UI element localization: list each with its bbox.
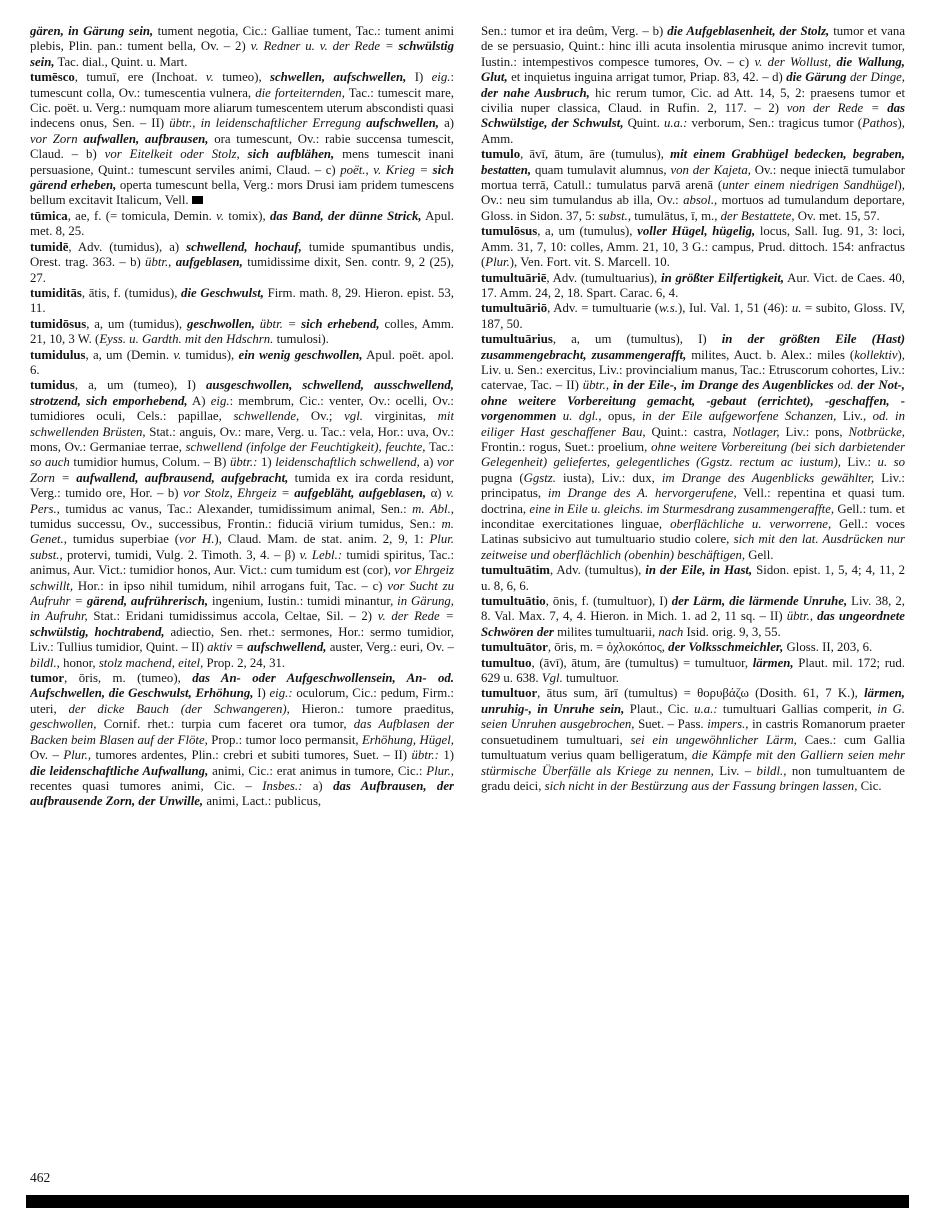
entry-text: mortuos ad tumulandum deportare, Gloss. in Sidon. 37, 5: xyxy=(481,193,905,223)
entry-text: leidenschaftlich schwellend, xyxy=(275,455,424,470)
entry-headword: tumultuātim xyxy=(481,563,550,578)
entry-text: , Adv. (tumultuarius), xyxy=(546,270,662,285)
entry-text: Gell. xyxy=(745,547,774,562)
entry-text: tomix), xyxy=(224,208,271,223)
entry-text: virginitas, xyxy=(362,409,438,424)
entry-headword: tumidus xyxy=(30,378,75,393)
entry-text: aufschwellend, xyxy=(247,640,327,655)
entry-text: in der Eile aufgeworfene Schanzen, xyxy=(641,409,837,424)
entry-text: v. der Wollust, xyxy=(754,54,837,69)
entry-text: I) xyxy=(253,686,270,701)
entry-text: Liv.: principatus, xyxy=(481,470,905,501)
entry-text: lärmen, xyxy=(752,655,794,670)
entry-text: vor Ehrgeiz schwillt, xyxy=(30,563,454,593)
entry-text: im Drange des Augenblicks gewählter, xyxy=(661,470,875,485)
entry-headword: tumultuārius xyxy=(481,332,553,347)
entry-text: Vell.: repentina et quasi tum. doctrina, xyxy=(481,486,905,516)
entry-text: sich aufblähen, xyxy=(247,147,335,162)
entry-text: Firm. math. 8, 29. Hieron. epist. 53, 11. xyxy=(30,285,454,316)
entry-text: v. der Rede = xyxy=(377,609,454,624)
entry-text: Plur., xyxy=(426,763,454,778)
entry-headword: tumēsco xyxy=(30,70,75,85)
entry-text: das An- oder Aufgeschwollensein, An- od. Aufschwellen, die Geschwulst, Erhöhung, xyxy=(30,671,454,701)
entry-text: in castris Romanorum praeter consuetudinem tumultuari, xyxy=(481,717,905,747)
entry-text: w.s. xyxy=(658,301,678,316)
entry-text: übtr.: xyxy=(229,455,261,470)
dictionary-entry xyxy=(30,70,454,209)
entry-text: : membrum, Cic.: venter, Ov.: ocelli, Ov.: tumidiores oculi, Cels.: papillae, xyxy=(30,393,454,424)
entry-text: m. Genet., xyxy=(30,517,454,547)
entry-text: von der Kajeta, xyxy=(670,162,751,177)
entry-text: Ov.: neque iniectā tumulabor mortua terrā, Catull.: tumulatus parvā arenā ( xyxy=(481,162,905,193)
entry-text: Apul. poët. apol. 6. xyxy=(30,347,454,377)
entry-text: mit schwellenden Brüsten, xyxy=(30,409,454,439)
entry-headword: tumulōsus xyxy=(481,224,538,239)
entry-text: a) xyxy=(423,455,437,470)
dictionary-entry xyxy=(30,24,454,70)
entry-text: absol., xyxy=(683,193,718,208)
dictionary-entry xyxy=(481,224,905,270)
dictionary-entry xyxy=(30,378,454,671)
entry-text: sich erhebend, xyxy=(301,316,380,331)
entry-text: die Gärung xyxy=(786,70,847,85)
entry-text: aktiv = xyxy=(207,640,248,655)
entry-text: Plaut., Cic. xyxy=(624,701,695,716)
entry-text: Apul. met. 8, 25. xyxy=(30,208,454,239)
entry-text: Liv.: xyxy=(840,455,878,470)
entry-text: Plur., xyxy=(63,748,92,763)
entry-headword: tumultuātio xyxy=(481,594,546,609)
entry-text: impers., xyxy=(707,717,749,732)
entry-text: Liv. 38, 2, 8. Val. Max. 7, 4, 4. Hieron. in Mich. 1. ad 2, 11 sq. – II) xyxy=(481,594,905,624)
entry-text: lärmen, unruhig-, in Unruhe sein, xyxy=(481,686,905,716)
entry-text: tumulātus, ī, m., xyxy=(631,208,721,223)
dictionary-entry xyxy=(481,24,905,147)
entry-text: Gell.: voces Latinas subsicivo aut tumultuario studio colere, xyxy=(481,517,905,547)
entry-text: Hieron.: tumore praeditus, xyxy=(289,701,454,716)
entry-headword: tumultuāriē xyxy=(481,270,547,285)
entry-text: übtr., xyxy=(582,378,613,393)
entry-text: verborum, Sen.: tragicus tumor ( xyxy=(687,116,862,131)
entry-headword: tumultuāriō xyxy=(481,301,548,316)
entry-text: ora tumescunt, Ov.: rabie succensa tumescit, Claud. – b) xyxy=(30,131,454,162)
entry-text: Frontin.: rogus, Suet.: proelium, xyxy=(481,439,652,454)
entry-headword: tumiditās xyxy=(30,285,82,300)
entry-text: Aur. Vict. de Caes. 40, 17. Amm. 24, 2, 18. Spart. Carac. 6, 4. xyxy=(481,270,905,300)
entry-text: sich nicht in der Bestürzung aus der Fassung bringen lassen, xyxy=(544,778,858,793)
entry-text: schwülstig sein, xyxy=(30,39,454,69)
entry-headword: tumultuor xyxy=(481,686,538,701)
black-square-marker xyxy=(192,196,203,204)
entry-text: im Drange des A. hervorgerufene, xyxy=(547,486,737,501)
entry-text: vor Eitelkeit oder Stolz, xyxy=(104,147,248,162)
entry-text: opus, xyxy=(601,409,642,424)
entry-text: iusta), Liv.: dux, xyxy=(562,470,662,485)
left-column xyxy=(30,24,454,1158)
entry-text: A) xyxy=(187,393,211,408)
entry-text: der Lärm, die lärmende Unruhe, xyxy=(671,594,848,609)
entry-text: oculorum, Cic.: pedum, Firm.: uteri, xyxy=(30,686,454,716)
entry-text: in der Eile-, im Drange des Augenblickes xyxy=(612,378,834,393)
entry-text: übtr. = xyxy=(259,316,302,331)
entry-text: ingenium, Iustin.: tumidi minantur, xyxy=(208,594,398,609)
entry-text: übtr.: xyxy=(411,748,439,763)
entry-text: eig. xyxy=(210,393,230,408)
entry-headword: tumidōsus xyxy=(30,316,87,331)
entry-text: Isid. orig. 9, 3, 55. xyxy=(683,624,781,639)
entry-text: et inquietus inguina arrigat tumor, Priap. 83, 42. – d) xyxy=(507,70,787,85)
entry-text: Tac. dial., Quint. u. Mart. xyxy=(54,54,188,69)
entry-text: tumidus superbiae ( xyxy=(66,532,180,547)
entry-text: vor H. xyxy=(179,532,215,547)
entry-text: v. xyxy=(173,347,182,362)
entry-text: v. xyxy=(216,208,225,223)
entry-text: 1) xyxy=(260,455,276,470)
entry-text: Pathos xyxy=(861,116,898,131)
entry-text: nach xyxy=(658,624,684,639)
entry-text: honor, xyxy=(59,655,99,670)
entry-text: subst., xyxy=(598,208,632,223)
entry-text: tumor et vana de se persuasio, Quint.: hinc illi acuta insolentia mirusque animo increvit tumor, Iustin.: intempestivos compesce tumores, Ov. – c) xyxy=(481,24,905,69)
entry-text: der Volksschmeichler, xyxy=(668,640,784,655)
entry-text: Plur. subst., xyxy=(30,532,454,562)
entry-text: tumultuor. xyxy=(562,671,619,686)
entry-text: colles, Amm. 21, 10, 3 W. ( xyxy=(30,316,454,347)
entry-headword: tumultuātor xyxy=(481,640,548,655)
entry-text: u. so xyxy=(877,455,905,470)
entry-text: das Aufblasen der Backen beim Blasen auf der Flöte, xyxy=(30,717,454,747)
entry-text: Liv. – xyxy=(713,763,757,778)
entry-text: od. xyxy=(833,378,858,393)
entry-text: , (āvī), ātum, āre (tumultus) = tumultuor, xyxy=(531,655,753,670)
entry-text: , ae, f. (= tomicula, Demin. xyxy=(67,208,217,223)
entry-headword: tumulo xyxy=(481,147,521,162)
entry-text: Tac.: xyxy=(425,439,454,454)
entry-text: Liv.: pons, xyxy=(779,424,849,439)
entry-text: ), Ven. Fort. vit. S. Marcell. 10. xyxy=(509,255,670,270)
entry-text: , Adv. (tumultus), xyxy=(549,563,646,578)
dictionary-entry xyxy=(30,240,454,286)
entry-headword: tumor xyxy=(30,671,65,686)
dictionary-entry xyxy=(481,147,905,224)
entry-text: Quint.: castra, xyxy=(645,424,733,439)
entry-text: aufwallend, aufbrausend, aufgebracht, xyxy=(76,470,289,485)
entry-text: ), Amm. xyxy=(481,116,905,146)
entry-text: protervi, tumidi, Vulg. 2. Timoth. 3, 4. – β) xyxy=(62,547,300,562)
entry-text: milites, Auct. b. Alex.: miles ( xyxy=(686,347,855,362)
entry-text: geschwollen, xyxy=(30,717,97,732)
entry-text: ), Iul. Val. 1, 51 (46): xyxy=(677,301,792,316)
entry-text: locus, Sall. Iug. 91, 3: loci, Amm. 31, 7, 10: colles, Amm. 21, 10, 3 G.: campus, Prud. dittoch. 154: anfractus ( xyxy=(481,224,905,270)
entry-text: geschwollen, xyxy=(186,316,255,331)
entry-text: ohne weitere Vorbereitung (bei sich darbietender Gelegenheit) geliefertes, gelegentliches (Ggstz. rectum ac iustum), xyxy=(481,439,905,470)
entry-text: tumidissime dixit, Sen. contr. 9, 2 (25), 27. xyxy=(30,255,454,285)
entry-text: Ggstz. xyxy=(523,470,563,485)
entry-text: tumidus), xyxy=(181,347,239,362)
entry-text: , a, um (Demin. xyxy=(85,347,174,362)
entry-text: Notbrücke, xyxy=(848,424,905,439)
entry-text: Insbes.: xyxy=(262,778,303,793)
entry-text: gärend, aufrührerisch, xyxy=(86,594,209,609)
entry-text: recentes quasi tumores animi, Cic. – xyxy=(30,778,263,793)
entry-text: die Aufgeblasenheit, der Stolz, xyxy=(667,24,830,38)
dictionary-entry xyxy=(481,594,905,640)
entry-text: I) xyxy=(406,70,432,85)
entry-text: , tumuī, ere (Inchoat. xyxy=(74,70,206,85)
entry-text: Plur. xyxy=(485,255,510,270)
entry-text: tumidi spiritus, Tac.: animus, Aur. Vict.: tumidior honos, Aur. Vict.: cum tumidum est (cor), xyxy=(30,547,454,578)
entry-text: Sidon. epist. 1, 5, 4; 4, 11, 2 u. 8, 6, 6. xyxy=(481,563,905,593)
entry-text: , ātis, f. (tumidus), xyxy=(81,285,182,300)
dictionary-entry xyxy=(481,640,905,655)
entry-text: ), Claud. Mam. de stat. anim. 2, 9, 1: xyxy=(214,532,430,547)
entry-text: Ov. met. 15, 57. xyxy=(794,208,880,223)
entry-text: Erhöhung, Hügel, xyxy=(361,732,454,747)
entry-text: aufgeblasen, xyxy=(175,255,243,270)
dictionary-entry xyxy=(481,656,905,687)
entry-text: in Gärung, in Aufruhr, xyxy=(30,594,454,624)
entry-headword: tumidē xyxy=(30,239,69,254)
dictionary-entry xyxy=(481,563,905,594)
entry-text: der nahe Ausbruch, xyxy=(481,85,590,100)
entry-text: Stat.: anguis, Ov.: mare, Verg. u. Tac.: vela, Hor.: uva, Ov.: mons, Ov.: Germaniae terrae, xyxy=(30,424,454,454)
entry-text: v. Redner u. v. der Rede = xyxy=(250,39,399,54)
entry-text: tumidior humus, Colum. – B) xyxy=(73,455,230,470)
entry-text: Ov. – xyxy=(30,748,64,763)
entry-text: a) xyxy=(302,778,334,793)
entry-text: quam tumulavit alumnus, xyxy=(531,162,671,177)
entry-text: vor Zorn = xyxy=(30,455,454,485)
entry-text: vgl. xyxy=(344,409,363,424)
entry-text: sei ein ungewöhnlicher Lärm, xyxy=(630,732,797,747)
entry-text: übtr., in leidenschaftlicher Erregung xyxy=(169,116,367,131)
entry-text: mit einem Grabhügel bedecken, begraben, bestatten, xyxy=(481,147,905,177)
entry-text: milites tumultuarii, xyxy=(553,624,659,639)
entry-text: Suet. – Pass. xyxy=(634,717,708,732)
entry-text: Stat.: Eridani tumidissimus accola, Celtae, Sil. – 2) xyxy=(87,609,378,624)
entry-text: Vgl. xyxy=(541,671,563,686)
entry-text: vor Sucht zu Aufruhr = xyxy=(30,578,454,609)
entry-text: , ōnis, f. (tumultuor), I) xyxy=(545,594,672,609)
entry-text: Notlager, xyxy=(732,424,780,439)
entry-text: Gloss. II, 203, 6. xyxy=(783,640,873,655)
entry-text: in der Eile, in Hast, xyxy=(645,563,753,578)
entry-text: das ungeordnete Schwören der xyxy=(481,609,905,639)
entry-text: schwellende, xyxy=(233,409,300,424)
dictionary-entry xyxy=(481,301,905,332)
entry-text: übtr., xyxy=(786,609,818,624)
footer-black-bar xyxy=(26,1195,909,1208)
entry-text: so auch xyxy=(30,455,74,470)
entry-text: der Bestattete, xyxy=(720,208,795,223)
entry-text: Hor.: in ipso nihil tumidum, nihil arrogans fuit, Tac. – c) xyxy=(73,578,388,593)
entry-text: ), Liv. u. Sen.: exercitus, Liv.: provincialium manus, Tac.: Etruscorum cohortes, Liv.: catervae, Tac. – II) xyxy=(481,347,905,393)
entry-text: 1) xyxy=(438,748,454,763)
entry-text: ausgeschwollen, schwellend, ausschwellend, strotzend, sich emporhebend, xyxy=(30,378,454,408)
entry-text: mens tumescit inani persuasione, Quint.: tumescunt serviles animi, Claud. – c) xyxy=(30,147,454,177)
entry-text: aufgebläht, aufgeblasen, xyxy=(294,486,427,501)
entry-text: Cic. xyxy=(857,778,882,793)
entry-text: tumidus ac vanus, Tac.: Alexander, tumidissimum animal, Sen.: xyxy=(59,501,413,516)
right-column xyxy=(481,24,905,1158)
entry-text: bildl., xyxy=(756,763,787,778)
entry-text: Prop. 2, 24, 31. xyxy=(203,655,286,670)
dictionary-entry xyxy=(481,332,905,563)
entry-text: , Adv. (tumidus), a) xyxy=(68,239,187,254)
entry-text: aufwallen, aufbrausen, xyxy=(83,131,209,146)
entry-text: non tumultuantem de gradu deici, xyxy=(481,763,905,793)
entry-text: die Kämpfe mit den Galliern seien mehr stürmische Überfälle als Kriege zu nennen, xyxy=(481,748,905,778)
entry-text: schwellend, hochauf, xyxy=(186,239,302,254)
entry-text: tumulosi). xyxy=(276,332,329,347)
entry-text: poët., v. Krieg = xyxy=(340,162,433,177)
entry-text: , ōris, m. (tumeo), xyxy=(64,671,193,686)
entry-text: u.a.: xyxy=(694,701,718,716)
dictionary-entry xyxy=(30,671,454,810)
entry-text: vor Stolz, Ehrgeiz = xyxy=(183,486,295,501)
entry-text: pugna ( xyxy=(481,470,524,485)
dictionary-entry xyxy=(30,286,454,317)
entry-text: Ov.; xyxy=(299,409,345,424)
entry-text: , a, um (tumultus), I) xyxy=(552,332,722,347)
entry-text: eig. xyxy=(431,70,451,85)
entry-text: Eyss. u. Gardth. mit den Hdschrn. xyxy=(99,332,277,347)
entry-text: adiectio, Sen. rhet.: sermones, Hor.: sermo tumidior, Liv.: Tullius tumidior, Quint. – II) xyxy=(30,624,454,655)
entry-text: animi, Cic.: erat animus in tumore, Cic.: xyxy=(208,763,427,778)
entry-text: in der größten Eile (Hast) zusammengebracht, zusammengerafft, xyxy=(481,332,905,362)
entry-text: vor Zorn xyxy=(30,131,84,146)
dictionary-entry xyxy=(481,271,905,302)
entry-text: das Band, der dünne Strick, xyxy=(270,208,422,223)
entry-text: schwülstig, hochtrabend, xyxy=(30,624,165,639)
entry-text: α) xyxy=(426,486,447,501)
entry-text: : tumescunt colla, Ov.: tumescentia vulnera, xyxy=(30,70,454,100)
page-columns xyxy=(30,24,905,1158)
entry-text: od. in eiliger Hast geschaffener Bau, xyxy=(481,409,905,439)
entry-text: der dicke Bauch (der Schwangeren), xyxy=(68,701,290,716)
entry-headword: tūmica xyxy=(30,208,68,223)
entry-text: Liv., xyxy=(836,409,873,424)
entry-text: der Dinge, xyxy=(846,70,905,85)
dictionary-entry xyxy=(481,686,905,794)
entry-text: , a, um (tumidus), xyxy=(86,316,187,331)
entry-text: v. xyxy=(205,70,214,85)
entry-text: tumeo), xyxy=(213,70,271,85)
entry-text: Plaut. mil. 172; rud. 629 u. 638. xyxy=(481,655,905,686)
entry-text: tumida ex ira corda residunt, Verg.: tumido ore, Hor. – b) xyxy=(30,470,454,501)
entry-text: gären, in Gärung sein, xyxy=(30,24,154,38)
entry-text: tument negotia, Cic.: Galliae tument, Tac.: tument animi plebis, Plin. pan.: tument bella, Ov. – 2) xyxy=(30,24,454,54)
entry-text: , a, um (tumeo), I) xyxy=(74,378,206,393)
entry-text: u. xyxy=(791,301,802,316)
entry-text: ), Ov.: neu sim tumulandus ab illa, Ov.: xyxy=(481,178,905,208)
entry-text: = subito, Gloss. IV, 187, 50. xyxy=(481,301,905,331)
entry-text: Sen.: tumor et ira deûm, Verg. – b) xyxy=(481,24,668,38)
entry-text: m. Abl., xyxy=(412,501,454,516)
entry-text: , ātus sum, ārī (tumultus) = θορυβάζω (Dosith. 61, 7 K.), xyxy=(537,686,865,701)
entry-text: eine in Eile u. gleichs. im Sturmesdrang zusammengeraffte, xyxy=(529,501,835,516)
entry-text: schwellend (infolge der Feuchtigkeit), feuchte, xyxy=(185,439,426,454)
entry-text: eig.: xyxy=(269,686,293,701)
entry-text: tumultuari Gallias comperit, xyxy=(717,701,878,716)
entry-text: in größter Eilfertigkeit, xyxy=(661,270,785,285)
entry-text: ein wenig geschwollen, xyxy=(238,347,363,362)
entry-text: tumidus successu, Ov., successibus, Frontin.: fiduciā virium tumidus, Sen.: xyxy=(30,517,442,531)
entry-text: sich mit den lat. Ausdrücken nur zeitweise und oberflächlich (obenhin) beschäftigen, xyxy=(481,532,905,562)
entry-text: Gell.: tum. et inconditae exercitationes linguae, xyxy=(481,501,905,531)
entry-text: auster, Verg.: euri, Ov. – xyxy=(326,640,454,655)
entry-text: Prop.: tumor loco permansit, xyxy=(207,732,362,747)
entry-text: schwellen, aufschwellen, xyxy=(270,70,407,85)
entry-text: in G. seien Unruhen ausgebrochen, xyxy=(481,701,905,732)
entry-text: tumide spumantibus undis, Orest. trag. 363. – b) xyxy=(30,239,454,270)
entry-text: v. Pers., xyxy=(30,486,454,516)
entry-text: animi, Lact.: publicus, xyxy=(203,794,322,809)
entry-text: das Schwülstige, der Schwulst, xyxy=(481,101,905,131)
entry-text: , āvī, ātum, āre (tumulus), xyxy=(520,147,671,162)
entry-text: tumores ardentes, Plin.: crebri et subiti tumores, Suet. – II) xyxy=(91,748,412,763)
page-number: 462 xyxy=(30,1170,51,1185)
entry-text: bildl., xyxy=(30,655,60,670)
dictionary-entry xyxy=(30,348,454,379)
entry-text: das Aufbrausen, der aufbrausende Zorn, der Unwille, xyxy=(30,778,454,809)
entry-text: von der Rede = xyxy=(786,101,888,116)
dictionary-entry xyxy=(30,209,454,240)
entry-headword: tumidulus xyxy=(30,347,86,362)
entry-text: operta tumescunt bella, Verg.: mors Drusi iam pridem tumescens bellum excitavit Italicum, Vell. xyxy=(30,178,454,208)
entry-text: unter einem niedrigen Sandhügel xyxy=(722,178,898,193)
entry-text: a) xyxy=(438,116,454,131)
entry-text: die Geschwulst, xyxy=(181,285,264,300)
entry-text: Quint. xyxy=(623,116,664,131)
entry-text: kollektiv xyxy=(854,347,898,362)
entry-text: die forteiternden, xyxy=(255,85,345,100)
entry-text: v. Lebl.: xyxy=(299,547,343,562)
entry-text: , Adv. = tumultuarie ( xyxy=(547,301,659,316)
entry-text: voller Hügel, hügelig, xyxy=(637,224,756,239)
entry-text: , ōris, m. = ὀχλοκόπος, xyxy=(547,640,669,655)
entry-text: die Wallung, Glut, xyxy=(481,54,905,85)
entry-text: hic rerum tumor, Cic. ad Att. 14, 5, 2: praesens tumor et civilia nuper classica, Claud. in Rufin. 2, 117. – 2) xyxy=(481,85,905,116)
entry-text: sich gärend erheben, xyxy=(30,162,454,193)
entry-headword: tumultuo xyxy=(481,655,532,670)
entry-text: der Not-, ohne weitere Vorbereitung gemacht, -gebaut (errichtet), -geschaffen, -vorgenommen xyxy=(481,378,905,424)
entry-text: aufschwellen, xyxy=(366,116,439,131)
entry-text: Tac.: tumescit mare, Cic. poët. u. Verg.: numquam more aliarum tumescentem uterum abscondisti quasi indecens onus, Sen. – II) xyxy=(30,85,454,131)
entry-text: Caes.: cum Gallia tumultuatum verius quam belligeratum, xyxy=(481,732,905,763)
entry-text: , a, um (tumulus), xyxy=(537,224,638,239)
entry-text: Cornif. rhet.: turpia cum faceret ora tumor, xyxy=(96,717,354,732)
entry-text: übtr., xyxy=(145,255,176,270)
entry-text: u. dgl., xyxy=(556,409,602,424)
entry-text: u.a.: xyxy=(663,116,688,131)
entry-text: stolz machend, eitel, xyxy=(98,655,204,670)
entry-text: oberflächliche u. verworrene, xyxy=(670,517,832,531)
entry-text: die leidenschaftliche Aufwallung, xyxy=(30,763,209,778)
dictionary-entry xyxy=(30,317,454,348)
